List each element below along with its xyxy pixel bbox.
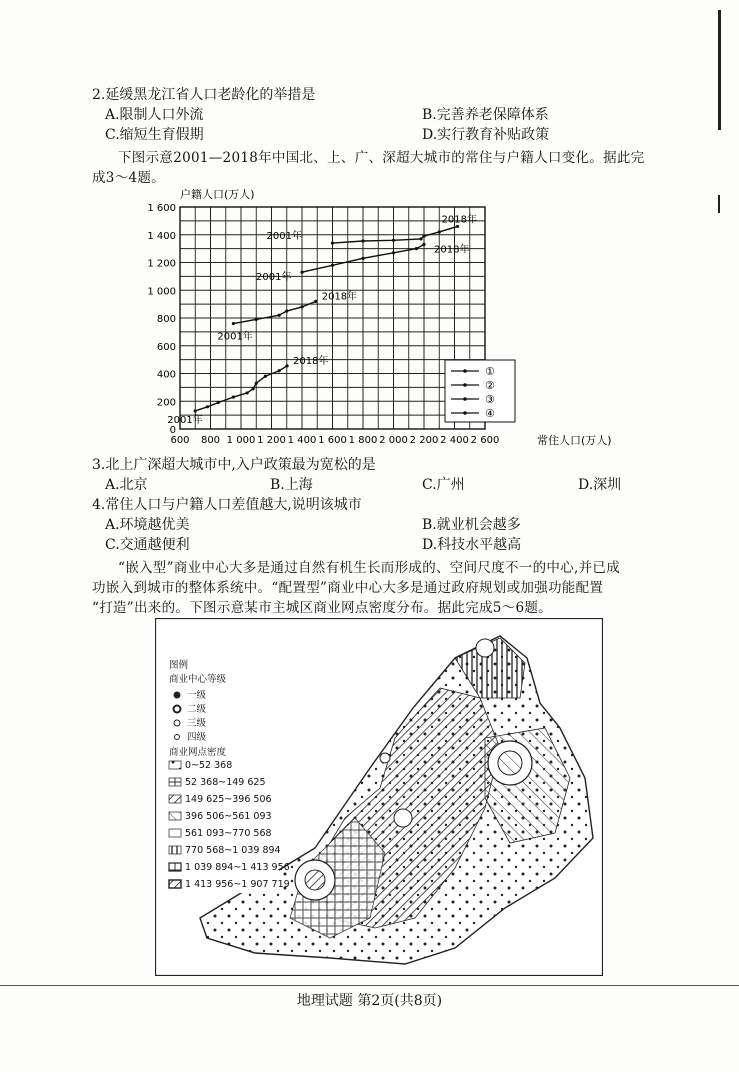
center-core [498, 751, 522, 775]
density-swatch-2 [169, 778, 181, 786]
q2-option-b: B.完善养老保障体系 [422, 107, 549, 123]
intro-3-4-line1: 下图示意2001—2018年中国北、上、广、深超大城市的常住与户籍人口变化。据此完 [118, 150, 645, 166]
series-point [232, 395, 235, 398]
series-point [422, 243, 425, 246]
series-point [361, 257, 364, 260]
q4-option-d: D.科技水平越高 [422, 537, 522, 553]
series-point [438, 230, 441, 233]
y-tick-label: 600 [156, 341, 176, 353]
density-swatch-3 [169, 795, 181, 803]
series-start-label: 2001年 [167, 414, 203, 426]
density-swatch-5 [169, 829, 181, 837]
series-point [206, 405, 209, 408]
legend-level1: 一级 [187, 690, 207, 701]
intro-5-6-line3: “打造”出来的。下图示意某市主城区商业网点密度分布。据此完成5～6题。 [92, 600, 552, 616]
density-range-8: 1 413 956~1 907 719 [185, 879, 290, 890]
series-point [415, 247, 418, 250]
legend-marker [463, 369, 467, 373]
y-tick-label: 1 000 [147, 286, 176, 298]
density-range-2: 52 368~149 625 [185, 777, 266, 788]
q4-option-c: C.交通越便利 [105, 537, 190, 553]
x-tick-label: 2 600 [470, 435, 500, 446]
series-point [278, 314, 281, 317]
q3-option-a: A.北京 [105, 477, 148, 493]
legend-marker [463, 397, 467, 401]
legend-density-title: 商业网点密度 [169, 747, 227, 758]
x-tick-label: 800 [200, 435, 221, 446]
center-core [305, 870, 325, 890]
page-footer: 地理试题 第2页(共8页) [296, 993, 443, 1009]
legend-title: 图例 [169, 660, 189, 671]
q2-option-d: D.实行教育补贴政策 [422, 127, 550, 143]
series-point [246, 391, 249, 394]
q4-stem: 4.常住人口与户籍人口差值越大,说明该城市 [92, 497, 362, 513]
legend-marker [463, 411, 467, 415]
y-tick-label: 400 [156, 369, 176, 381]
legend-level2: 二级 [187, 704, 207, 715]
intro-3-4-line2: 成3～4题。 [92, 170, 165, 186]
series-point [392, 239, 395, 242]
legend-level1-symbol [174, 692, 181, 699]
intro-5-6-line2: 功嵌入到城市的整体系统中。“配置型”商业中心大多是通过政府规划或加强功能配置 [92, 580, 604, 596]
series-point [300, 271, 303, 274]
chart-legend [445, 360, 515, 422]
legend-level3: 三级 [187, 718, 207, 729]
series-point [285, 309, 288, 312]
q2-stem: 2.延缓黑龙江省人口老龄化的举措是 [92, 87, 316, 103]
series-point [422, 235, 425, 238]
series-point [300, 305, 303, 308]
q3-stem: 3.北上广深超大城市中,入户政策最为宽松的是 [92, 457, 376, 473]
x-tick-label: 2 200 [409, 435, 439, 446]
density-range-5: 561 093~770 568 [185, 828, 272, 839]
x-tick-label: 1 800 [348, 435, 378, 446]
density-range-3: 149 625~396 506 [185, 794, 272, 805]
chart-ylabel: 户籍人口(万人) [180, 188, 255, 201]
y-tick-label: 1 200 [147, 258, 176, 270]
density-range-6: 770 568~1 039 894 [185, 845, 281, 856]
legend-label: ④ [485, 407, 495, 420]
chart-series [167, 212, 477, 426]
series-end-label: 2018年 [441, 214, 478, 226]
series-point [194, 409, 197, 412]
q2-option-a: A.限制人口外流 [105, 107, 204, 123]
series-point [278, 369, 281, 372]
density-swatch-1 [169, 761, 181, 769]
x-tick-label: 2 400 [440, 435, 469, 446]
series-point [331, 241, 334, 244]
density-swatch-8 [169, 880, 181, 888]
series-line-2 [233, 301, 315, 323]
y-tick-label: 0 [169, 425, 176, 436]
series-point [217, 401, 220, 404]
legend-label: ② [485, 379, 495, 392]
series-end-label: 2018年 [321, 291, 358, 303]
y-tick-label: 800 [156, 314, 176, 325]
x-tick-label: 1 000 [226, 435, 256, 446]
series-point [314, 300, 317, 303]
q3-option-c: C.广州 [422, 477, 465, 493]
x-tick-label: 1 600 [318, 435, 347, 446]
commercial-density-map [155, 618, 603, 976]
density-range-7: 1 039 894~1 413 956 [185, 862, 290, 873]
series-end-label: 2018年 [434, 244, 470, 256]
q2-option-c: C.缩短生育假期 [105, 127, 204, 143]
center-marker [476, 639, 494, 657]
legend-label: ① [485, 365, 495, 378]
legend-label: ③ [485, 393, 495, 406]
series-end-label: 2018年 [293, 355, 329, 367]
center-marker [380, 753, 390, 763]
series-point [285, 364, 288, 367]
x-tick-label: 600 [170, 435, 190, 446]
series-point [252, 387, 255, 390]
series-point [255, 318, 258, 321]
q3-option-b: B.上海 [270, 477, 313, 493]
y-tick-label: 1 600 [147, 203, 176, 214]
x-tick-label: 2 000 [379, 435, 408, 446]
center-marker [394, 809, 412, 827]
y-tick-label: 200 [156, 397, 176, 409]
series-start-label: 2001年 [266, 231, 302, 243]
density-swatch-6 [169, 846, 181, 854]
series-start-label: 2001年 [256, 272, 292, 284]
series-point [419, 237, 422, 240]
intro-5-6-line1: “嵌入型”商业中心大多是通过自然有机生长而形成的、空间尺度不一的中心,并已成 [118, 560, 620, 576]
series-point [232, 322, 235, 325]
q4-option-a: A.环境越优美 [105, 517, 190, 533]
series-point [392, 251, 395, 254]
series-start-label: 2001年 [217, 331, 253, 343]
density-range-4: 396 506~561 093 [185, 811, 272, 822]
y-tick-label: 1 400 [147, 230, 176, 242]
chart-xlabel: 常住人口(万人) [537, 434, 612, 447]
footer-rule [0, 985, 739, 986]
density-swatch-7 [169, 863, 181, 871]
margin-tick [718, 195, 720, 213]
margin-rule [718, 10, 721, 130]
series-point [264, 375, 267, 378]
population-chart [130, 182, 630, 452]
density-swatch-4 [169, 812, 181, 820]
density-range-1: 0~52 368 [185, 760, 233, 771]
q4-option-b: B.就业机会越多 [422, 517, 521, 533]
series-point [331, 264, 334, 267]
legend-level4: 四级 [187, 732, 207, 743]
series-point [255, 382, 258, 385]
legend-marker [463, 383, 467, 387]
chart-grid [180, 207, 485, 429]
q3-option-d: D.深圳 [578, 477, 622, 493]
x-tick-label: 1 200 [257, 435, 286, 446]
map-legend-bg [167, 658, 279, 893]
x-tick-label: 1 400 [287, 435, 317, 446]
legend-center-title: 商业中心等级 [169, 674, 227, 685]
series-point [361, 239, 364, 242]
